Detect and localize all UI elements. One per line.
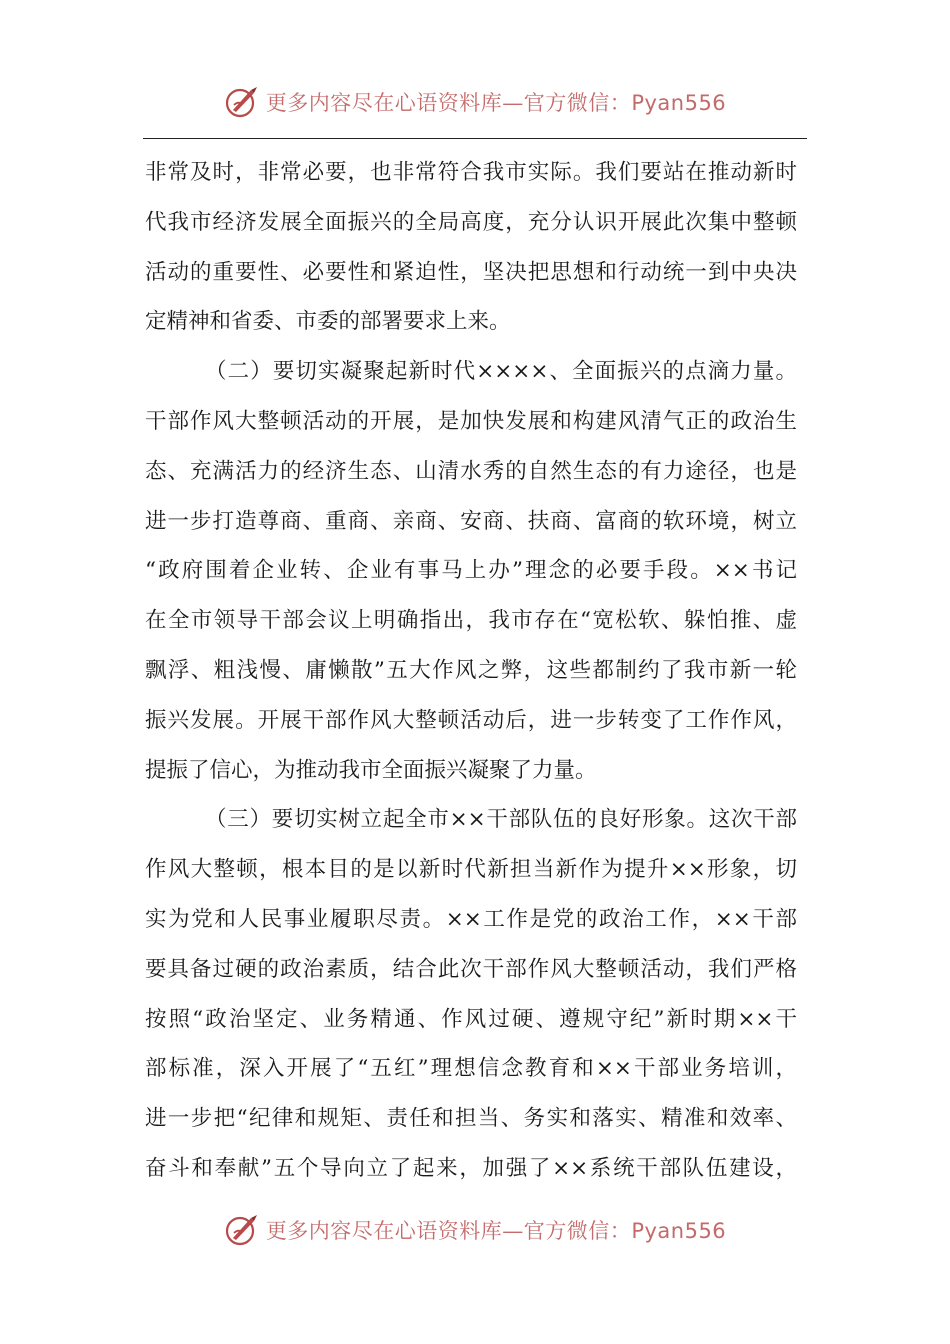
footer-banner (0, 1208, 950, 1252)
text-line: 在全市领导干部会议上明确指出，我市存在“宽松软、躲怕推、虚 (145, 608, 797, 634)
header-banner-label: 更多内容尽在心语资料库—官方微信： (265, 91, 632, 115)
text-line: 干部作风大整顿活动的开展，是加快发展和构建风清气正的政治生 (145, 408, 797, 434)
text-line: 作风大整顿，根本目的是以新时代新担当新作为提升××形象，切 (145, 857, 797, 883)
text-line: 按照“政治坚定、业务精通、作风过硬、遵规守纪”新时期××干 (145, 1006, 797, 1032)
text-line: 振兴发展。开展干部作风大整顿活动后，进一步转变了工作作风， (145, 707, 797, 733)
text-line: “政府围着企业转、企业有事马上办”理念的必要手段。××书记 (145, 558, 797, 584)
section-heading-3: （三）要切实树立起全市××干部队伍的良好形象。这次干部 (205, 807, 797, 833)
quill-seal-icon (224, 1212, 260, 1248)
text-line: 提振了信心，为推动我市全面振兴凝聚了力量。 (145, 757, 597, 783)
header-banner (0, 80, 950, 124)
text-line: 非常及时，非常必要，也非常符合我市实际。我们要站在推动新时 (145, 160, 797, 185)
text-line: 态、充满活力的经济生态、山清水秀的自然生态的有力途径，也是 (145, 458, 797, 484)
text-line: 部标准，深入开展了“五红”理想信念教育和××干部业务培训， (145, 1056, 797, 1082)
text-line: 要具备过硬的政治素质，结合此次干部作风大整顿活动，我们严格 (145, 956, 797, 982)
text-line: 飘浮、粗浅慢、庸懒散”五大作风之弊，这些都制约了我市新一轮 (145, 657, 797, 683)
footer-wechat-id: Pyan556 (631, 1219, 727, 1243)
text-line: 奋斗和奉献”五个导向立了起来，加强了××系统干部队伍建设， (145, 1155, 797, 1181)
text-line: 实为党和人民事业履职尽责。××工作是党的政治工作，××干部 (145, 906, 797, 932)
header-banner-text (266, 87, 726, 117)
header-wechat-id: Pyan556 (631, 91, 727, 115)
text-line: 代我市经济发展全面振兴的全局高度，充分认识开展此次集中整顿 (145, 209, 797, 235)
quill-seal-icon (224, 84, 260, 120)
text-line: 进一步打造尊商、重商、亲商、安商、扶商、富商的软环境，树立 (145, 508, 797, 534)
text-line: 进一步把“纪律和规矩、责任和担当、务实和落实、精准和效率、 (145, 1106, 797, 1132)
section-heading-2: （二）要切实凝聚起新时代××××、全面振兴的点滴力量。 (205, 359, 797, 385)
document-body (145, 148, 797, 1194)
header-divider (143, 138, 807, 139)
footer-banner-text (266, 1215, 726, 1245)
text-line: 定精神和省委、市委的部署要求上来。 (145, 309, 511, 335)
footer-banner-label: 更多内容尽在心语资料库—官方微信： (265, 1219, 632, 1243)
text-line: 活动的重要性、必要性和紧迫性，坚决把思想和行动统一到中央决 (145, 259, 797, 285)
